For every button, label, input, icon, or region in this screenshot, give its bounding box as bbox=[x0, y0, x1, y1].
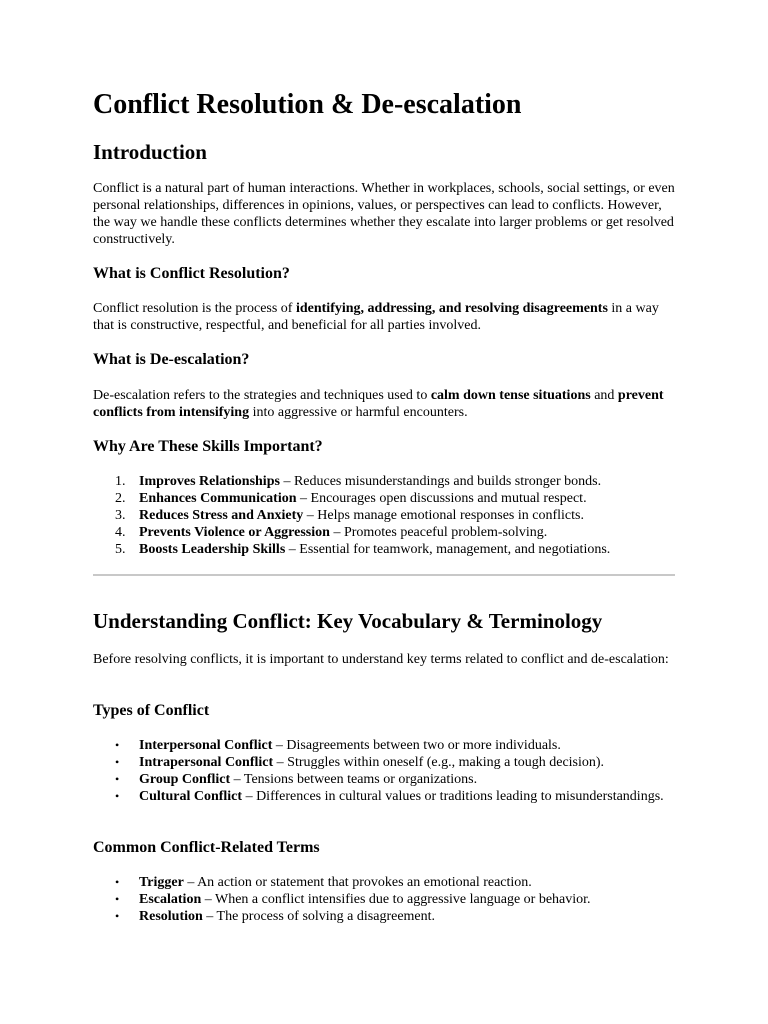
list-desc: – Tensions between teams or organizations. bbox=[230, 772, 478, 787]
list-term: Group Conflict bbox=[139, 772, 231, 787]
cr-text-after: in a way that is constructive, respectful, and beneficial for all parties involved. bbox=[93, 301, 659, 333]
list-term: Trigger bbox=[139, 875, 184, 890]
de-text-mid: and bbox=[590, 388, 618, 403]
conflict-resolution-paragraph bbox=[93, 300, 679, 334]
list-term: Boosts Leadership Skills bbox=[139, 542, 286, 557]
bullet-icon: • bbox=[115, 738, 120, 752]
de-text-bold-2: prevent conflicts from intensifying bbox=[93, 388, 664, 420]
list-item bbox=[93, 891, 679, 908]
importance-list bbox=[93, 473, 679, 558]
list-desc: – Encourages open discussions and mutual respect. bbox=[296, 491, 587, 506]
importance-heading: Why Are These Skills Important? bbox=[93, 438, 323, 455]
de-text-after: into aggressive or harmful encounters. bbox=[249, 405, 468, 420]
list-term: Improves Relationships bbox=[139, 474, 280, 489]
bullet-icon: • bbox=[115, 909, 120, 923]
list-number: 5. bbox=[115, 542, 126, 557]
list-item bbox=[93, 473, 679, 490]
bullet-icon: • bbox=[115, 755, 120, 769]
intro-heading: Introduction bbox=[93, 140, 207, 164]
list-number: 4. bbox=[115, 525, 126, 540]
list-item bbox=[93, 737, 679, 754]
list-number: 2. bbox=[115, 491, 126, 506]
de-escalation-heading: What is De-escalation? bbox=[93, 351, 250, 368]
page-title: Conflict Resolution & De-escalation bbox=[93, 89, 522, 120]
list-term: Interpersonal Conflict bbox=[139, 738, 273, 753]
list-desc: – An action or statement that provokes an emotional reaction. bbox=[183, 875, 532, 890]
list-desc: – When a conflict intensifies due to aggressive language or behavior. bbox=[201, 892, 591, 907]
understanding-heading: Understanding Conflict: Key Vocabulary & Terminology bbox=[93, 609, 603, 633]
understanding-paragraph: Before resolving conflicts, it is important to understand key terms related to conflict and de-escalation: bbox=[93, 652, 669, 667]
list-desc: – The process of solving a disagreement. bbox=[202, 909, 436, 924]
list-item bbox=[93, 908, 679, 925]
list-term: Prevents Violence or Aggression bbox=[139, 525, 330, 540]
cr-text-before: Conflict resolution is the process of bbox=[93, 301, 296, 316]
list-item bbox=[93, 524, 679, 541]
list-desc: – Essential for teamwork, management, and negotiations. bbox=[285, 542, 611, 557]
de-escalation-paragraph bbox=[93, 387, 679, 421]
intro-paragraph: Conflict is a natural part of human interactions. Whether in workplaces, schools, social settings, or even personal relationships, differences in opinions, values, or perspectives can lead to conflicts. However, the way we handle these conflicts determines whether they escalate into larger problems or get resolved constructively. bbox=[93, 181, 675, 247]
list-item bbox=[93, 507, 679, 524]
list-term: Resolution bbox=[139, 909, 203, 924]
terms-list bbox=[93, 874, 679, 925]
de-text-before: De-escalation refers to the strategies and techniques used to bbox=[93, 388, 431, 403]
cr-text-bold: identifying, addressing, and resolving disagreements bbox=[295, 301, 608, 316]
list-term: Reduces Stress and Anxiety bbox=[139, 508, 304, 523]
list-term: Escalation bbox=[139, 892, 202, 907]
list-term: Intrapersonal Conflict bbox=[139, 755, 274, 770]
list-number: 1. bbox=[115, 474, 126, 489]
list-desc: – Disagreements between two or more individuals. bbox=[272, 738, 561, 753]
list-item bbox=[93, 541, 679, 558]
list-number: 3. bbox=[115, 508, 126, 523]
conflict-resolution-heading: What is Conflict Resolution? bbox=[93, 265, 290, 282]
de-text-bold-1: calm down tense situations bbox=[430, 388, 591, 403]
list-desc: – Reduces misunderstandings and builds stronger bonds. bbox=[279, 474, 602, 489]
list-term: Cultural Conflict bbox=[139, 789, 243, 804]
list-item bbox=[93, 788, 679, 805]
bullet-icon: • bbox=[115, 875, 120, 889]
list-item bbox=[93, 874, 679, 891]
bullet-icon: • bbox=[115, 772, 120, 786]
list-desc: – Helps manage emotional responses in conflicts. bbox=[303, 508, 584, 523]
list-desc: – Promotes peaceful problem-solving. bbox=[329, 525, 548, 540]
section-divider bbox=[93, 574, 675, 576]
list-term: Enhances Communication bbox=[139, 491, 297, 506]
list-item bbox=[93, 771, 679, 788]
bullet-icon: • bbox=[115, 789, 120, 803]
bullet-icon: • bbox=[115, 892, 120, 906]
terms-heading: Common Conflict-Related Terms bbox=[93, 839, 320, 856]
list-item bbox=[93, 754, 679, 771]
list-desc: – Differences in cultural values or traditions leading to misunderstandings. bbox=[242, 789, 664, 804]
list-item bbox=[93, 490, 679, 507]
types-heading: Types of Conflict bbox=[93, 702, 210, 719]
types-list bbox=[93, 737, 679, 805]
list-desc: – Struggles within oneself (e.g., making a tough decision). bbox=[273, 755, 605, 770]
